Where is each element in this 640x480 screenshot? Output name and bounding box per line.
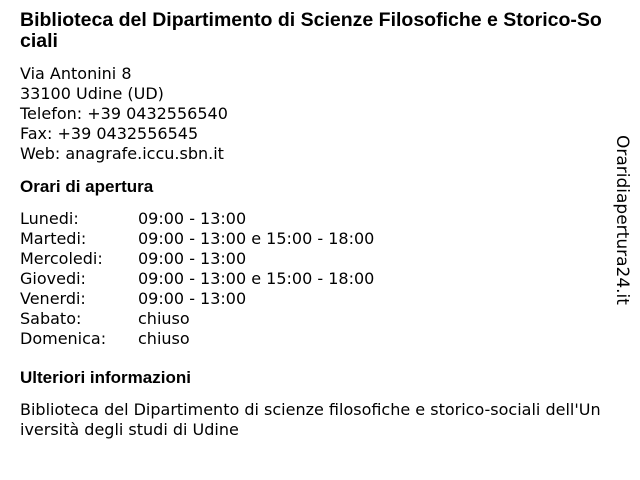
time-value: chiuso [138, 329, 190, 348]
day-label: Lunedi: [20, 209, 79, 228]
hours-row-wednesday [20, 249, 610, 269]
address-block [20, 64, 610, 164]
day-label: Martedi: [20, 229, 87, 248]
time-value: 09:00 - 13:00 e 15:00 - 18:00 [138, 229, 375, 248]
day-label: Sabato: [20, 309, 82, 328]
page-title: Biblioteca del Dipartimento di Scienze Filosofiche e Storico-Sociali [20, 9, 602, 52]
hours-row-monday [20, 209, 610, 229]
time-value: 09:00 - 13:00 e 15:00 - 18:00 [138, 269, 375, 288]
opening-hours-heading: Orari di apertura [20, 177, 154, 196]
hours-row-thursday [20, 269, 610, 289]
fax-number: Fax: +39 0432556545 [20, 124, 199, 143]
day-label: Venerdi: [20, 289, 86, 308]
time-value: 09:00 - 13:00 [138, 209, 247, 228]
day-label: Domenica: [20, 329, 107, 348]
additional-info-heading: Ulteriori informazioni [20, 368, 191, 387]
hours-row-sunday [20, 329, 610, 349]
day-label: Mercoledi: [20, 249, 103, 268]
city-address: 33100 Udine (UD) [20, 84, 164, 103]
time-value: 09:00 - 13:00 [138, 289, 247, 308]
time-value: chiuso [138, 309, 190, 328]
hours-row-tuesday [20, 229, 610, 249]
hours-row-saturday [20, 309, 610, 329]
additional-info-text: Biblioteca del Dipartimento di scienze filosofiche e storico-sociali dell'Università degli studi di Udine [20, 400, 601, 439]
opening-hours-table [20, 209, 610, 349]
page-content [20, 10, 610, 440]
street-address: Via Antonini 8 [20, 64, 132, 83]
day-label: Giovedi: [20, 269, 86, 288]
hours-row-friday [20, 289, 610, 309]
time-value: 09:00 - 13:00 [138, 249, 247, 268]
site-watermark: Oraridiapertura24.it [612, 135, 632, 305]
phone-number: Telefon: +39 0432556540 [20, 104, 228, 123]
website-link[interactable]: Web: anagrafe.iccu.sbn.it [20, 144, 224, 163]
